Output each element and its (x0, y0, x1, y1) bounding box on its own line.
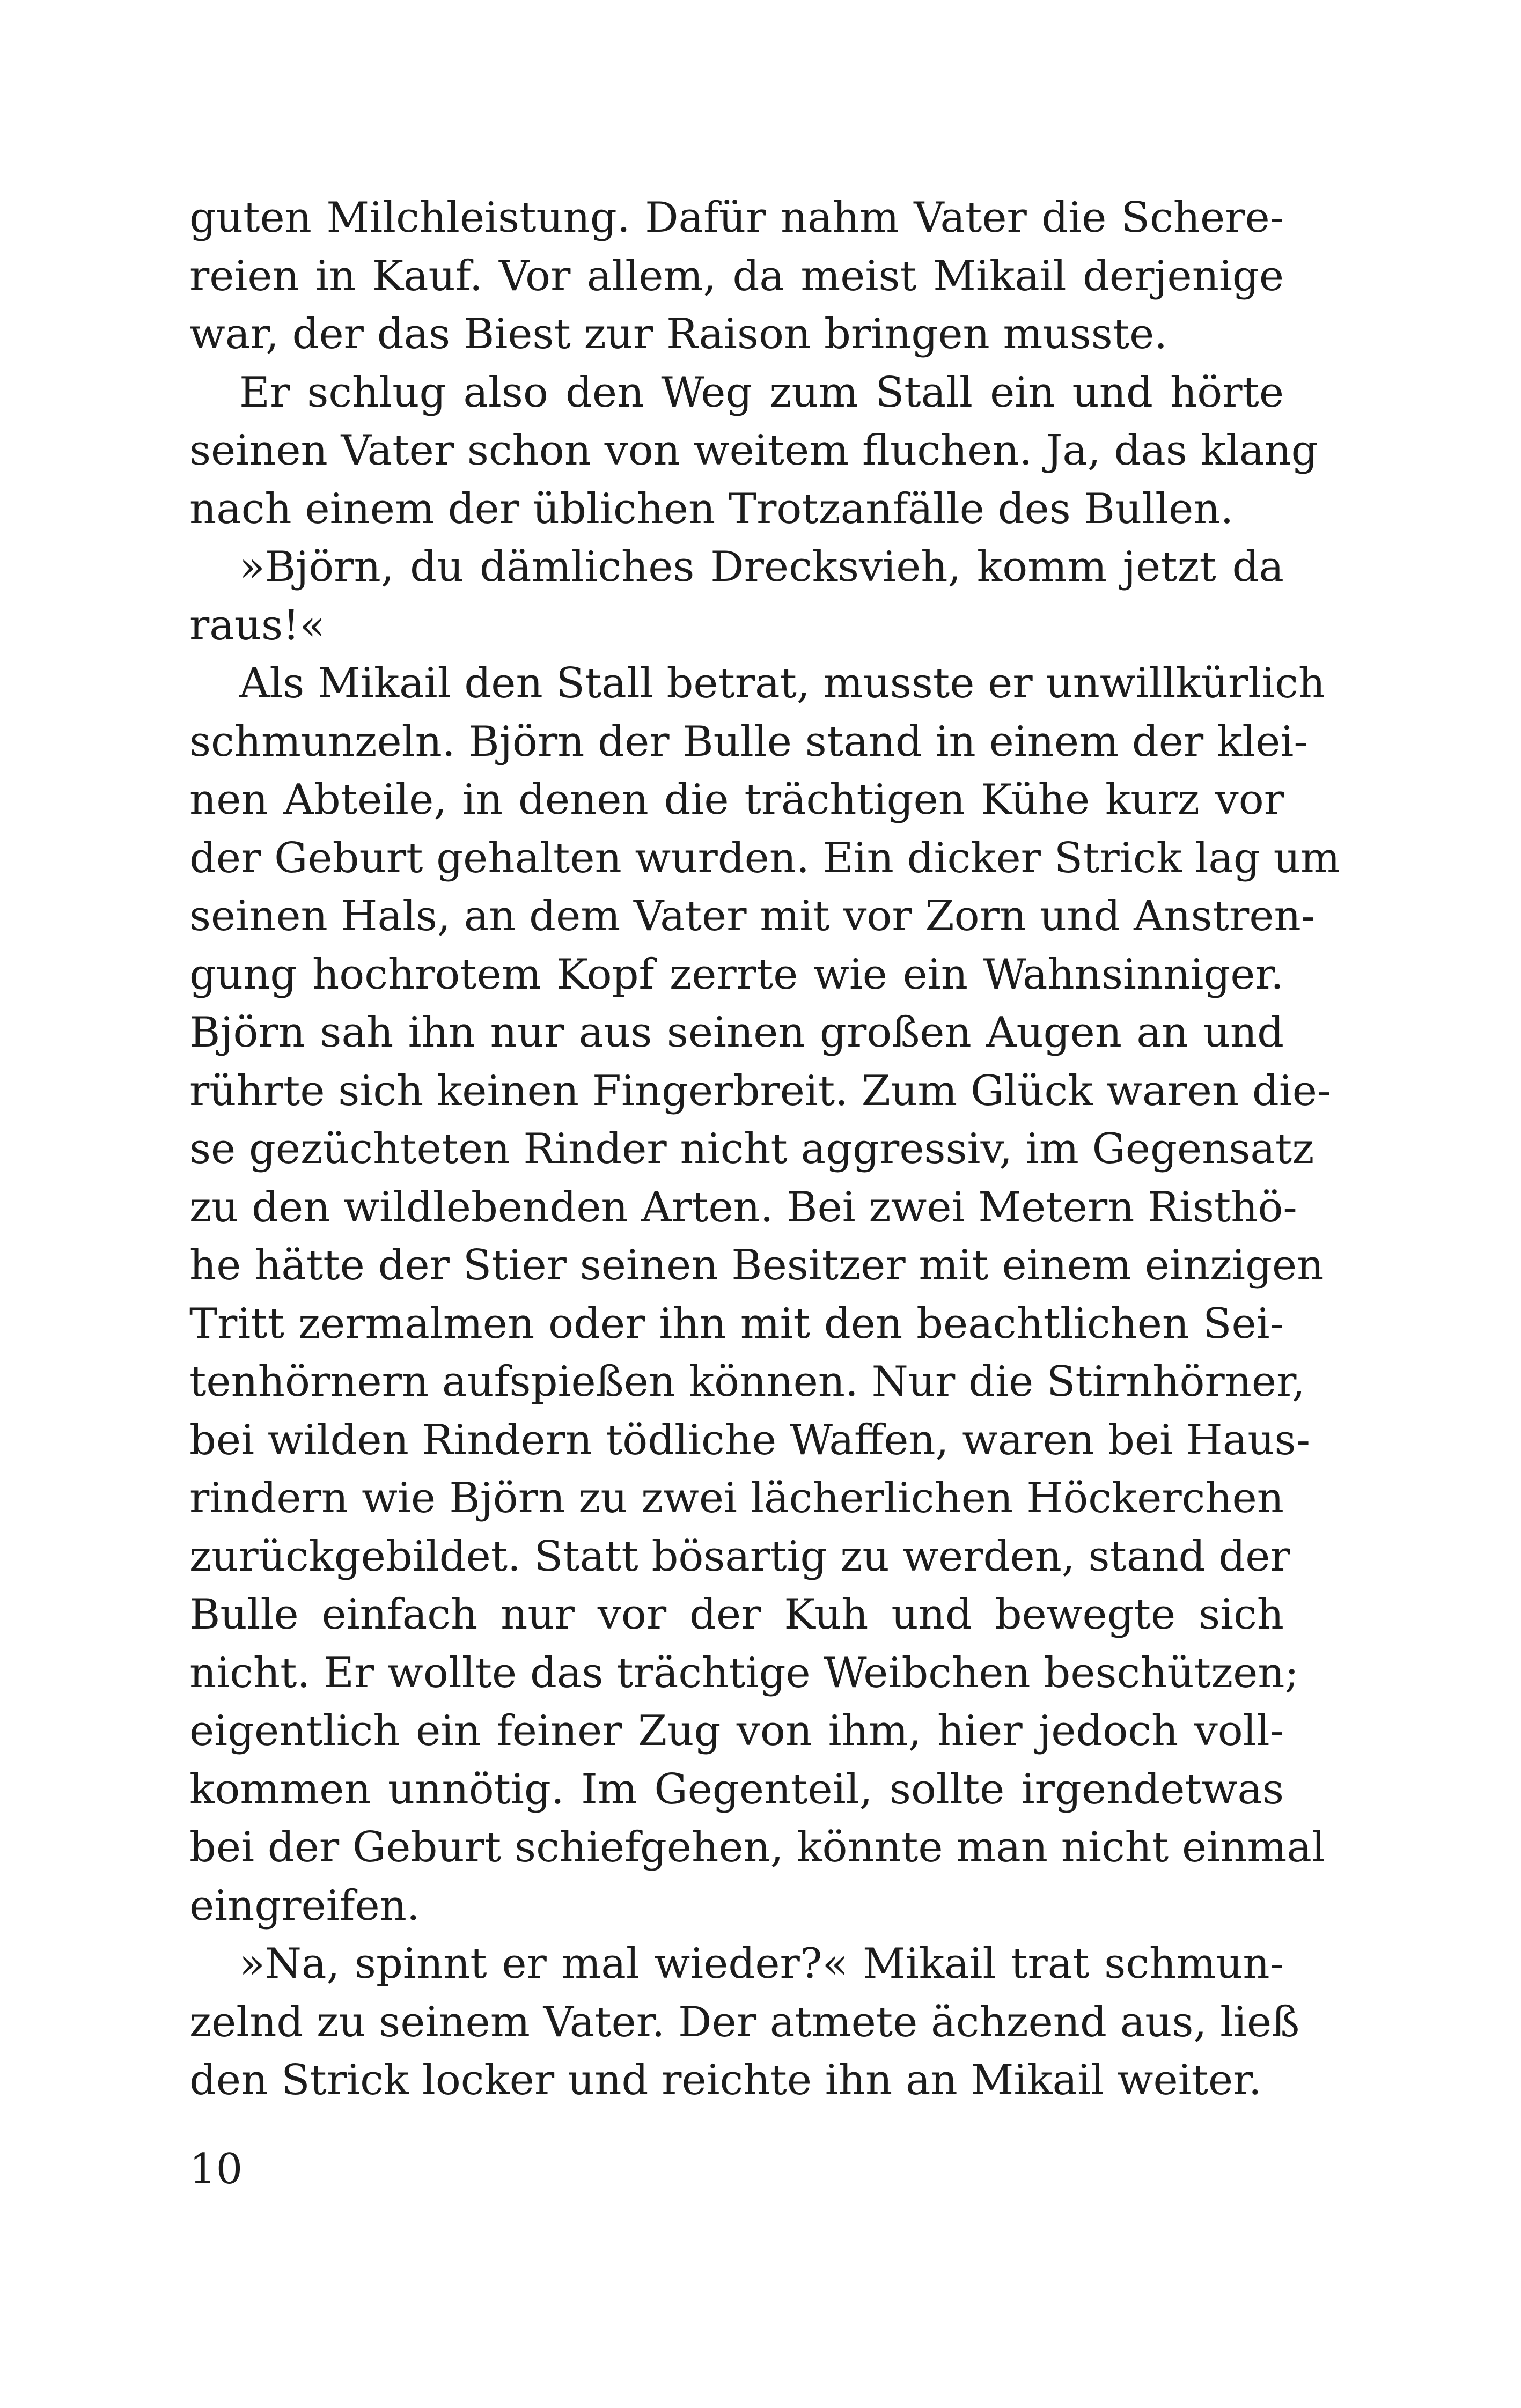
text-line: Tritt zermalmen oder ihn mit den beachtlichen Sei- (189, 1299, 1284, 1348)
text-line: raus!« (189, 601, 326, 650)
text-line: tenhörnern aufspießen können. Nur die Stirnhörner, (189, 1358, 1305, 1406)
text-line: se gezüchteten Rinder nicht aggressiv, im Gegensatz (189, 1125, 1314, 1173)
text-line: »Björn, du dämliches Drecksvieh, komm jetzt da (239, 543, 1284, 591)
text-line: Bulle einfach nur vor der Kuh und bewegte sich (189, 1590, 1284, 1639)
text-line: rindern wie Björn zu zwei lächerlichen Höckerchen (189, 1474, 1284, 1522)
text-line: schmunzeln. Björn der Bulle stand in einem der klei- (189, 717, 1308, 766)
text-line: reien in Kauf. Vor allem, da meist Mikail derjenige (189, 252, 1284, 300)
text-line: Björn sah ihn nur aus seinen großen Augen an und (189, 1008, 1284, 1057)
text-line: guten Milchleistung. Dafür nahm Vater die Schere- (189, 194, 1284, 242)
text-line: zu den wildlebenden Arten. Bei zwei Metern Risthö- (189, 1183, 1297, 1232)
text-line: war, der das Biest zur Raison bringen musste. (189, 310, 1168, 358)
text-line: zurückgebildet. Statt bösartig zu werden, stand der (189, 1532, 1290, 1581)
text-line: seinen Vater schon von weitem fluchen. Ja, das klang (189, 426, 1318, 475)
page-number: 10 (189, 2145, 243, 2193)
text-line: zelnd zu seinem Vater. Der atmete ächzend aus, ließ (189, 1998, 1300, 2046)
text-line: kommen unnötig. Im Gegenteil, sollte irgendetwas (189, 1765, 1284, 1814)
text-line: Als Mikail den Stall betrat, musste er unwillkürlich (239, 659, 1326, 708)
text-line: seinen Hals, an dem Vater mit vor Zorn und Anstren- (189, 892, 1316, 940)
body-text (189, 189, 1340, 2110)
text-line: der Geburt gehalten wurden. Ein dicker Strick lag um (189, 834, 1340, 882)
text-line: bei wilden Rindern tödliche Waffen, waren bei Haus- (189, 1416, 1310, 1464)
text-line: eingreifen. (189, 1881, 420, 1930)
text-line: nicht. Er wollte das trächtige Weibchen beschützen; (189, 1648, 1299, 1697)
text-line: nach einem der üblichen Trotzanfälle des Bullen. (189, 484, 1234, 533)
text-line: »Na, spinnt er mal wieder?« Mikail trat schmun- (239, 1940, 1284, 1988)
text-line: eigentlich ein feiner Zug von ihm, hier jedoch voll- (189, 1707, 1284, 1755)
text-line: rührte sich keinen Fingerbreit. Zum Glück waren die- (189, 1066, 1332, 1115)
text-line: den Strick locker und reichte ihn an Mikail weiter. (189, 2056, 1262, 2104)
text-line: gung hochrotem Kopf zerrte wie ein Wahnsinniger. (189, 950, 1284, 999)
text-line: he hätte der Stier seinen Besitzer mit einem einzigen (189, 1241, 1324, 1290)
text-line: Er schlug also den Weg zum Stall ein und hörte (239, 368, 1284, 417)
text-line: bei der Geburt schiefgehen, könnte man nicht einmal (189, 1823, 1325, 1872)
text-line: nen Abteile, in denen die trächtigen Kühe kurz vor (189, 776, 1284, 824)
